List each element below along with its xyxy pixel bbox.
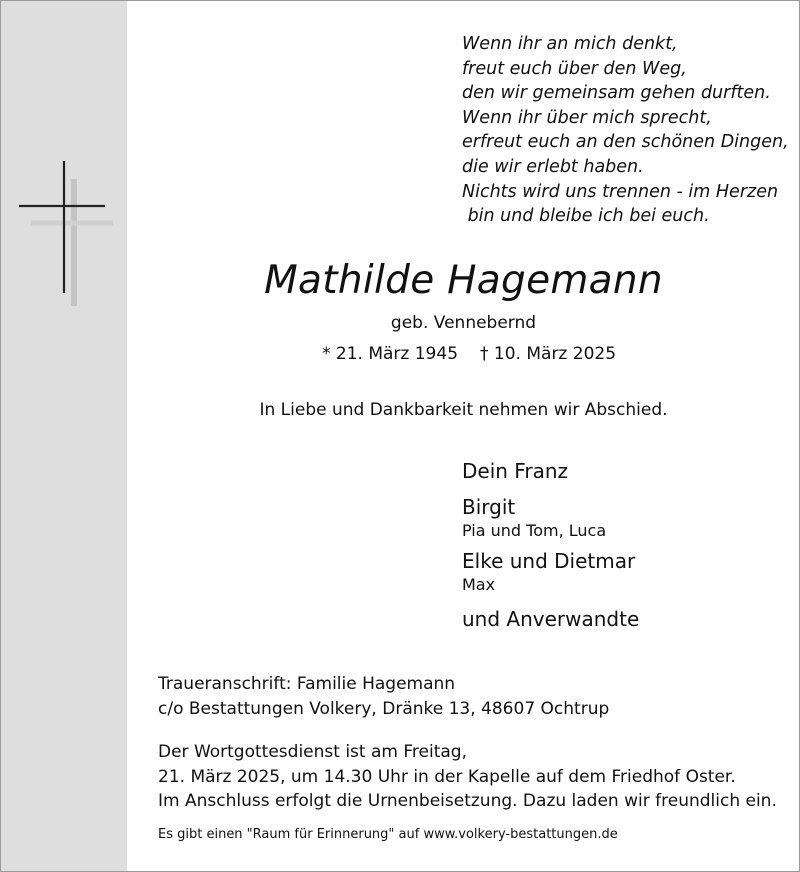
poem [462,32,792,229]
poem-line: freut euch über den Weg, [462,58,687,79]
life-dates [322,344,616,364]
farewell-text: In Liebe und Dankbarkeit nehmen wir Abschied. [259,400,668,420]
death-date: † 10. März 2025 [480,344,617,364]
mourner-birgit: Birgit [462,495,516,519]
footer-note: Es gibt einen "Raum für Erinnerung" auf www.volkery-bestattungen.de [158,827,618,842]
address-line: c/o Bestattungen Volkery, Dränke 13, 48607 Ochtrup [158,698,610,719]
birth-date: * 21. März 1945 [322,344,459,364]
poem-line: bin und bleibe ich bei euch. [462,206,710,227]
cross-icon [1,151,127,311]
birth-name: geb. Vennebernd [390,313,537,333]
poem-line: Wenn ihr an mich denkt, [462,34,678,54]
service-line: Der Wortgottesdienst ist am Freitag, [158,742,467,762]
mourners-list [462,458,639,632]
poem-line: erfreut euch an den schönen Dingen, [462,132,789,153]
mourner-relatives: und Anverwandte [462,607,640,631]
poem-line: den wir gemeinsam gehen durften. [462,83,771,104]
deceased-name: Mathilde Hagemann [264,258,663,303]
mourner-elke-family: Max [462,575,496,594]
mourning-address [158,672,609,721]
poem-line: Wenn ihr über mich sprecht, [462,107,712,128]
service-line: Im Anschluss erfolgt die Urnenbeisetzung. Dazu laden wir freundlich ein. [158,791,777,811]
service-info [158,740,777,814]
service-line: 21. März 2025, um 14.30 Uhr in der Kapelle auf dem Friedhof Oster. [158,766,736,787]
grey-sidebar [1,1,127,871]
poem-line: Nichts wird uns trennen - im Herzen [462,181,779,202]
poem-line: die wir erlebt haben. [462,156,644,177]
mourner-franz: Dein Franz [462,459,568,483]
mourner-elke: Elke und Dietmar [462,549,636,573]
mourner-birgit-family: Pia und Tom, Luca [462,521,607,540]
address-line: Traueranschrift: Familie Hagemann [158,674,456,694]
